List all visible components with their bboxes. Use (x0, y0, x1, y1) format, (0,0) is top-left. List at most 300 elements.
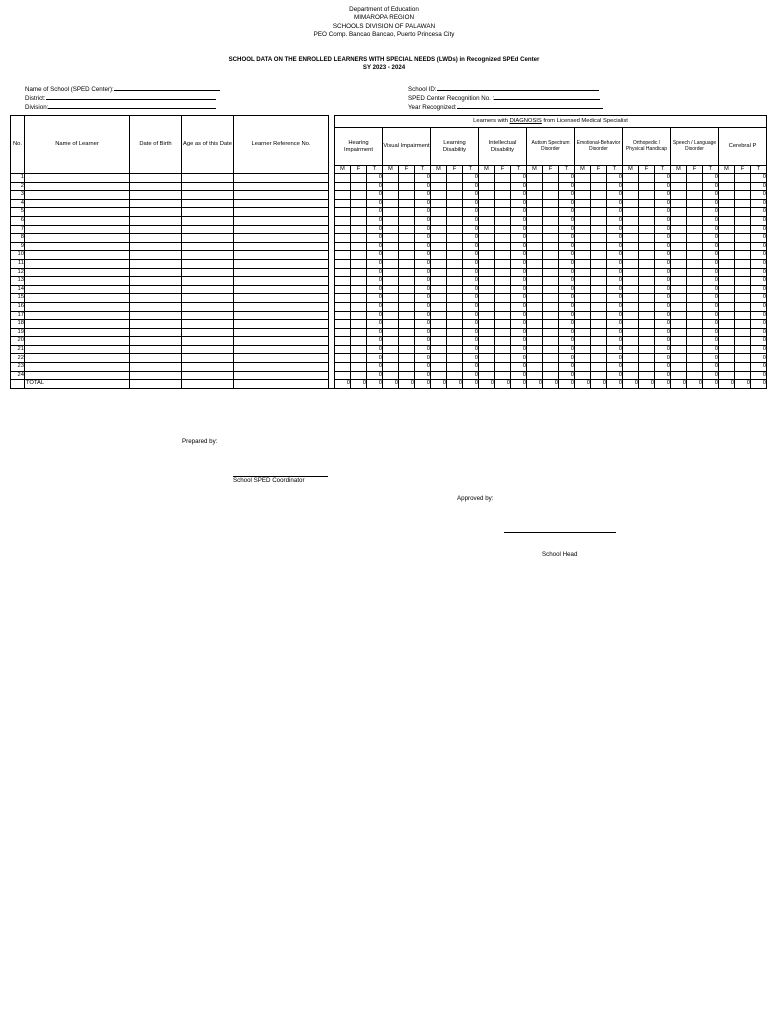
female-count-cell[interactable] (687, 354, 703, 363)
female-count-cell[interactable] (351, 251, 367, 260)
date-of-birth-cell[interactable] (130, 294, 182, 303)
male-count-cell[interactable] (431, 208, 447, 217)
male-count-cell[interactable] (335, 302, 351, 311)
female-count-cell[interactable] (591, 191, 607, 200)
female-count-cell[interactable] (639, 302, 655, 311)
learner-name-cell[interactable] (25, 337, 130, 346)
male-count-cell[interactable] (383, 320, 399, 329)
male-count-cell[interactable] (431, 216, 447, 225)
female-count-cell[interactable] (543, 216, 559, 225)
female-count-cell[interactable] (543, 363, 559, 372)
lrn-cell[interactable] (234, 242, 329, 251)
male-count-cell[interactable] (671, 371, 687, 380)
male-count-cell[interactable] (383, 302, 399, 311)
female-count-cell[interactable] (447, 242, 463, 251)
male-count-cell[interactable] (671, 337, 687, 346)
male-count-cell[interactable] (575, 285, 591, 294)
female-count-cell[interactable] (351, 371, 367, 380)
female-count-cell[interactable] (735, 277, 751, 286)
male-count-cell[interactable] (671, 277, 687, 286)
male-count-cell[interactable] (575, 191, 591, 200)
female-count-cell[interactable] (591, 285, 607, 294)
male-count-cell[interactable] (623, 259, 639, 268)
female-count-cell[interactable] (543, 285, 559, 294)
female-count-cell[interactable] (687, 337, 703, 346)
date-of-birth-cell[interactable] (130, 182, 182, 191)
female-count-cell[interactable] (735, 285, 751, 294)
learner-name-cell[interactable] (25, 320, 130, 329)
male-count-cell[interactable] (575, 174, 591, 183)
female-count-cell[interactable] (735, 345, 751, 354)
female-count-cell[interactable] (543, 225, 559, 234)
male-count-cell[interactable] (719, 320, 735, 329)
male-count-cell[interactable] (623, 337, 639, 346)
female-count-cell[interactable] (543, 302, 559, 311)
male-count-cell[interactable] (623, 191, 639, 200)
female-count-cell[interactable] (495, 302, 511, 311)
male-count-cell[interactable] (431, 191, 447, 200)
female-count-cell[interactable] (495, 242, 511, 251)
male-count-cell[interactable] (623, 371, 639, 380)
male-count-cell[interactable] (671, 251, 687, 260)
male-count-cell[interactable] (335, 234, 351, 243)
male-count-cell[interactable] (479, 242, 495, 251)
learner-name-cell[interactable] (25, 277, 130, 286)
male-count-cell[interactable] (719, 345, 735, 354)
male-count-cell[interactable] (479, 199, 495, 208)
learner-name-cell[interactable] (25, 182, 130, 191)
female-count-cell[interactable] (543, 337, 559, 346)
female-count-cell[interactable] (735, 302, 751, 311)
female-count-cell[interactable] (351, 311, 367, 320)
female-count-cell[interactable] (351, 277, 367, 286)
female-count-cell[interactable] (495, 216, 511, 225)
male-count-cell[interactable] (527, 294, 543, 303)
male-count-cell[interactable] (479, 225, 495, 234)
female-count-cell[interactable] (399, 371, 415, 380)
female-count-cell[interactable] (447, 216, 463, 225)
male-count-cell[interactable] (383, 337, 399, 346)
male-count-cell[interactable] (527, 363, 543, 372)
male-count-cell[interactable] (335, 208, 351, 217)
female-count-cell[interactable] (591, 363, 607, 372)
female-count-cell[interactable] (351, 182, 367, 191)
female-count-cell[interactable] (351, 174, 367, 183)
female-count-cell[interactable] (639, 337, 655, 346)
male-count-cell[interactable] (719, 337, 735, 346)
female-count-cell[interactable] (687, 182, 703, 191)
male-count-cell[interactable] (671, 311, 687, 320)
male-count-cell[interactable] (479, 216, 495, 225)
date-of-birth-cell[interactable] (130, 225, 182, 234)
learner-name-cell[interactable] (25, 285, 130, 294)
male-count-cell[interactable] (527, 242, 543, 251)
male-count-cell[interactable] (479, 191, 495, 200)
male-count-cell[interactable] (671, 294, 687, 303)
male-count-cell[interactable] (527, 182, 543, 191)
female-count-cell[interactable] (543, 191, 559, 200)
male-count-cell[interactable] (479, 259, 495, 268)
male-count-cell[interactable] (719, 294, 735, 303)
female-count-cell[interactable] (687, 259, 703, 268)
male-count-cell[interactable] (335, 320, 351, 329)
female-count-cell[interactable] (351, 242, 367, 251)
male-count-cell[interactable] (623, 251, 639, 260)
date-of-birth-cell[interactable] (130, 268, 182, 277)
female-count-cell[interactable] (351, 363, 367, 372)
female-count-cell[interactable] (639, 311, 655, 320)
female-count-cell[interactable] (447, 268, 463, 277)
female-count-cell[interactable] (351, 285, 367, 294)
male-count-cell[interactable] (383, 328, 399, 337)
male-count-cell[interactable] (431, 259, 447, 268)
male-count-cell[interactable] (335, 268, 351, 277)
male-count-cell[interactable] (527, 225, 543, 234)
male-count-cell[interactable] (719, 371, 735, 380)
male-count-cell[interactable] (479, 277, 495, 286)
male-count-cell[interactable] (527, 234, 543, 243)
male-count-cell[interactable] (623, 354, 639, 363)
female-count-cell[interactable] (591, 345, 607, 354)
male-count-cell[interactable] (479, 268, 495, 277)
learner-name-cell[interactable] (25, 363, 130, 372)
male-count-cell[interactable] (719, 216, 735, 225)
male-count-cell[interactable] (575, 328, 591, 337)
female-count-cell[interactable] (399, 259, 415, 268)
male-count-cell[interactable] (575, 182, 591, 191)
female-count-cell[interactable] (543, 320, 559, 329)
male-count-cell[interactable] (623, 285, 639, 294)
female-count-cell[interactable] (543, 294, 559, 303)
learner-name-cell[interactable] (25, 345, 130, 354)
male-count-cell[interactable] (335, 225, 351, 234)
date-of-birth-cell[interactable] (130, 371, 182, 380)
female-count-cell[interactable] (735, 311, 751, 320)
learner-name-cell[interactable] (25, 354, 130, 363)
male-count-cell[interactable] (527, 277, 543, 286)
male-count-cell[interactable] (671, 259, 687, 268)
female-count-cell[interactable] (447, 354, 463, 363)
male-count-cell[interactable] (671, 182, 687, 191)
male-count-cell[interactable] (575, 242, 591, 251)
female-count-cell[interactable] (543, 242, 559, 251)
male-count-cell[interactable] (671, 328, 687, 337)
male-count-cell[interactable] (623, 182, 639, 191)
male-count-cell[interactable] (719, 225, 735, 234)
male-count-cell[interactable] (431, 337, 447, 346)
male-count-cell[interactable] (479, 345, 495, 354)
male-count-cell[interactable] (383, 285, 399, 294)
female-count-cell[interactable] (351, 345, 367, 354)
male-count-cell[interactable] (575, 363, 591, 372)
female-count-cell[interactable] (543, 259, 559, 268)
male-count-cell[interactable] (527, 328, 543, 337)
female-count-cell[interactable] (447, 363, 463, 372)
male-count-cell[interactable] (671, 354, 687, 363)
male-count-cell[interactable] (431, 199, 447, 208)
male-count-cell[interactable] (575, 234, 591, 243)
age-cell[interactable] (182, 191, 234, 200)
lrn-cell[interactable] (234, 302, 329, 311)
male-count-cell[interactable] (527, 191, 543, 200)
female-count-cell[interactable] (591, 302, 607, 311)
learner-name-cell[interactable] (25, 199, 130, 208)
age-cell[interactable] (182, 234, 234, 243)
male-count-cell[interactable] (527, 216, 543, 225)
male-count-cell[interactable] (623, 311, 639, 320)
female-count-cell[interactable] (447, 294, 463, 303)
male-count-cell[interactable] (575, 371, 591, 380)
female-count-cell[interactable] (639, 234, 655, 243)
female-count-cell[interactable] (351, 328, 367, 337)
female-count-cell[interactable] (351, 354, 367, 363)
lrn-cell[interactable] (234, 251, 329, 260)
female-count-cell[interactable] (495, 371, 511, 380)
date-of-birth-cell[interactable] (130, 311, 182, 320)
male-count-cell[interactable] (575, 216, 591, 225)
lrn-cell[interactable] (234, 199, 329, 208)
female-count-cell[interactable] (735, 337, 751, 346)
male-count-cell[interactable] (719, 328, 735, 337)
male-count-cell[interactable] (335, 182, 351, 191)
female-count-cell[interactable] (399, 216, 415, 225)
female-count-cell[interactable] (639, 363, 655, 372)
female-count-cell[interactable] (543, 174, 559, 183)
male-count-cell[interactable] (479, 174, 495, 183)
female-count-cell[interactable] (399, 328, 415, 337)
female-count-cell[interactable] (351, 216, 367, 225)
female-count-cell[interactable] (399, 242, 415, 251)
female-count-cell[interactable] (399, 208, 415, 217)
lrn-cell[interactable] (234, 268, 329, 277)
male-count-cell[interactable] (335, 311, 351, 320)
male-count-cell[interactable] (479, 251, 495, 260)
date-of-birth-cell[interactable] (130, 285, 182, 294)
male-count-cell[interactable] (527, 199, 543, 208)
male-count-cell[interactable] (623, 320, 639, 329)
male-count-cell[interactable] (431, 251, 447, 260)
female-count-cell[interactable] (591, 311, 607, 320)
female-count-cell[interactable] (495, 345, 511, 354)
age-cell[interactable] (182, 328, 234, 337)
female-count-cell[interactable] (495, 234, 511, 243)
female-count-cell[interactable] (687, 208, 703, 217)
female-count-cell[interactable] (543, 371, 559, 380)
male-count-cell[interactable] (623, 174, 639, 183)
year-recognized-field[interactable] (408, 102, 603, 112)
female-count-cell[interactable] (351, 225, 367, 234)
female-count-cell[interactable] (495, 328, 511, 337)
male-count-cell[interactable] (623, 268, 639, 277)
female-count-cell[interactable] (687, 328, 703, 337)
female-count-cell[interactable] (351, 191, 367, 200)
male-count-cell[interactable] (383, 174, 399, 183)
female-count-cell[interactable] (639, 268, 655, 277)
lrn-cell[interactable] (234, 311, 329, 320)
male-count-cell[interactable] (383, 242, 399, 251)
female-count-cell[interactable] (495, 285, 511, 294)
female-count-cell[interactable] (735, 174, 751, 183)
male-count-cell[interactable] (479, 371, 495, 380)
female-count-cell[interactable] (495, 199, 511, 208)
female-count-cell[interactable] (447, 208, 463, 217)
male-count-cell[interactable] (431, 371, 447, 380)
date-of-birth-cell[interactable] (130, 354, 182, 363)
female-count-cell[interactable] (351, 259, 367, 268)
male-count-cell[interactable] (623, 208, 639, 217)
male-count-cell[interactable] (479, 363, 495, 372)
age-cell[interactable] (182, 294, 234, 303)
age-cell[interactable] (182, 337, 234, 346)
female-count-cell[interactable] (495, 337, 511, 346)
learner-name-cell[interactable] (25, 191, 130, 200)
male-count-cell[interactable] (431, 320, 447, 329)
female-count-cell[interactable] (687, 242, 703, 251)
female-count-cell[interactable] (735, 328, 751, 337)
female-count-cell[interactable] (591, 225, 607, 234)
male-count-cell[interactable] (383, 251, 399, 260)
female-count-cell[interactable] (543, 311, 559, 320)
male-count-cell[interactable] (671, 174, 687, 183)
age-cell[interactable] (182, 208, 234, 217)
female-count-cell[interactable] (687, 363, 703, 372)
male-count-cell[interactable] (575, 208, 591, 217)
male-count-cell[interactable] (383, 277, 399, 286)
female-count-cell[interactable] (399, 199, 415, 208)
male-count-cell[interactable] (383, 225, 399, 234)
age-cell[interactable] (182, 174, 234, 183)
date-of-birth-cell[interactable] (130, 191, 182, 200)
female-count-cell[interactable] (399, 294, 415, 303)
female-count-cell[interactable] (447, 191, 463, 200)
female-count-cell[interactable] (351, 234, 367, 243)
male-count-cell[interactable] (527, 302, 543, 311)
male-count-cell[interactable] (527, 174, 543, 183)
male-count-cell[interactable] (575, 320, 591, 329)
male-count-cell[interactable] (431, 354, 447, 363)
female-count-cell[interactable] (447, 234, 463, 243)
age-cell[interactable] (182, 363, 234, 372)
male-count-cell[interactable] (527, 251, 543, 260)
male-count-cell[interactable] (527, 268, 543, 277)
male-count-cell[interactable] (719, 311, 735, 320)
male-count-cell[interactable] (479, 294, 495, 303)
male-count-cell[interactable] (431, 242, 447, 251)
male-count-cell[interactable] (623, 242, 639, 251)
lrn-cell[interactable] (234, 259, 329, 268)
male-count-cell[interactable] (623, 234, 639, 243)
female-count-cell[interactable] (399, 277, 415, 286)
male-count-cell[interactable] (431, 294, 447, 303)
age-cell[interactable] (182, 311, 234, 320)
female-count-cell[interactable] (591, 371, 607, 380)
female-count-cell[interactable] (495, 251, 511, 260)
male-count-cell[interactable] (719, 302, 735, 311)
female-count-cell[interactable] (399, 268, 415, 277)
lrn-cell[interactable] (234, 277, 329, 286)
female-count-cell[interactable] (591, 259, 607, 268)
female-count-cell[interactable] (639, 371, 655, 380)
learner-name-cell[interactable] (25, 311, 130, 320)
female-count-cell[interactable] (447, 174, 463, 183)
female-count-cell[interactable] (399, 363, 415, 372)
female-count-cell[interactable] (495, 354, 511, 363)
male-count-cell[interactable] (623, 277, 639, 286)
female-count-cell[interactable] (639, 251, 655, 260)
female-count-cell[interactable] (591, 251, 607, 260)
male-count-cell[interactable] (671, 242, 687, 251)
female-count-cell[interactable] (639, 277, 655, 286)
female-count-cell[interactable] (735, 268, 751, 277)
female-count-cell[interactable] (639, 191, 655, 200)
male-count-cell[interactable] (719, 268, 735, 277)
male-count-cell[interactable] (479, 337, 495, 346)
male-count-cell[interactable] (575, 268, 591, 277)
male-count-cell[interactable] (671, 199, 687, 208)
age-cell[interactable] (182, 225, 234, 234)
male-count-cell[interactable] (719, 174, 735, 183)
female-count-cell[interactable] (591, 268, 607, 277)
male-count-cell[interactable] (575, 277, 591, 286)
female-count-cell[interactable] (399, 311, 415, 320)
male-count-cell[interactable] (383, 182, 399, 191)
female-count-cell[interactable] (399, 345, 415, 354)
male-count-cell[interactable] (335, 251, 351, 260)
male-count-cell[interactable] (719, 354, 735, 363)
female-count-cell[interactable] (543, 328, 559, 337)
male-count-cell[interactable] (719, 285, 735, 294)
female-count-cell[interactable] (687, 199, 703, 208)
male-count-cell[interactable] (623, 363, 639, 372)
male-count-cell[interactable] (719, 208, 735, 217)
male-count-cell[interactable] (719, 251, 735, 260)
male-count-cell[interactable] (623, 199, 639, 208)
female-count-cell[interactable] (351, 199, 367, 208)
female-count-cell[interactable] (591, 294, 607, 303)
female-count-cell[interactable] (735, 216, 751, 225)
lrn-cell[interactable] (234, 174, 329, 183)
female-count-cell[interactable] (495, 182, 511, 191)
male-count-cell[interactable] (527, 285, 543, 294)
female-count-cell[interactable] (735, 199, 751, 208)
date-of-birth-cell[interactable] (130, 242, 182, 251)
date-of-birth-cell[interactable] (130, 251, 182, 260)
female-count-cell[interactable] (447, 345, 463, 354)
male-count-cell[interactable] (383, 208, 399, 217)
female-count-cell[interactable] (591, 174, 607, 183)
male-count-cell[interactable] (719, 191, 735, 200)
male-count-cell[interactable] (623, 302, 639, 311)
female-count-cell[interactable] (447, 328, 463, 337)
male-count-cell[interactable] (335, 337, 351, 346)
male-count-cell[interactable] (335, 294, 351, 303)
male-count-cell[interactable] (335, 363, 351, 372)
female-count-cell[interactable] (639, 354, 655, 363)
age-cell[interactable] (182, 371, 234, 380)
female-count-cell[interactable] (447, 199, 463, 208)
female-count-cell[interactable] (735, 251, 751, 260)
female-count-cell[interactable] (639, 320, 655, 329)
lrn-cell[interactable] (234, 191, 329, 200)
male-count-cell[interactable] (431, 345, 447, 354)
male-count-cell[interactable] (623, 345, 639, 354)
male-count-cell[interactable] (383, 294, 399, 303)
learner-name-cell[interactable] (25, 242, 130, 251)
female-count-cell[interactable] (687, 268, 703, 277)
male-count-cell[interactable] (335, 354, 351, 363)
learner-name-cell[interactable] (25, 174, 130, 183)
female-count-cell[interactable] (447, 225, 463, 234)
